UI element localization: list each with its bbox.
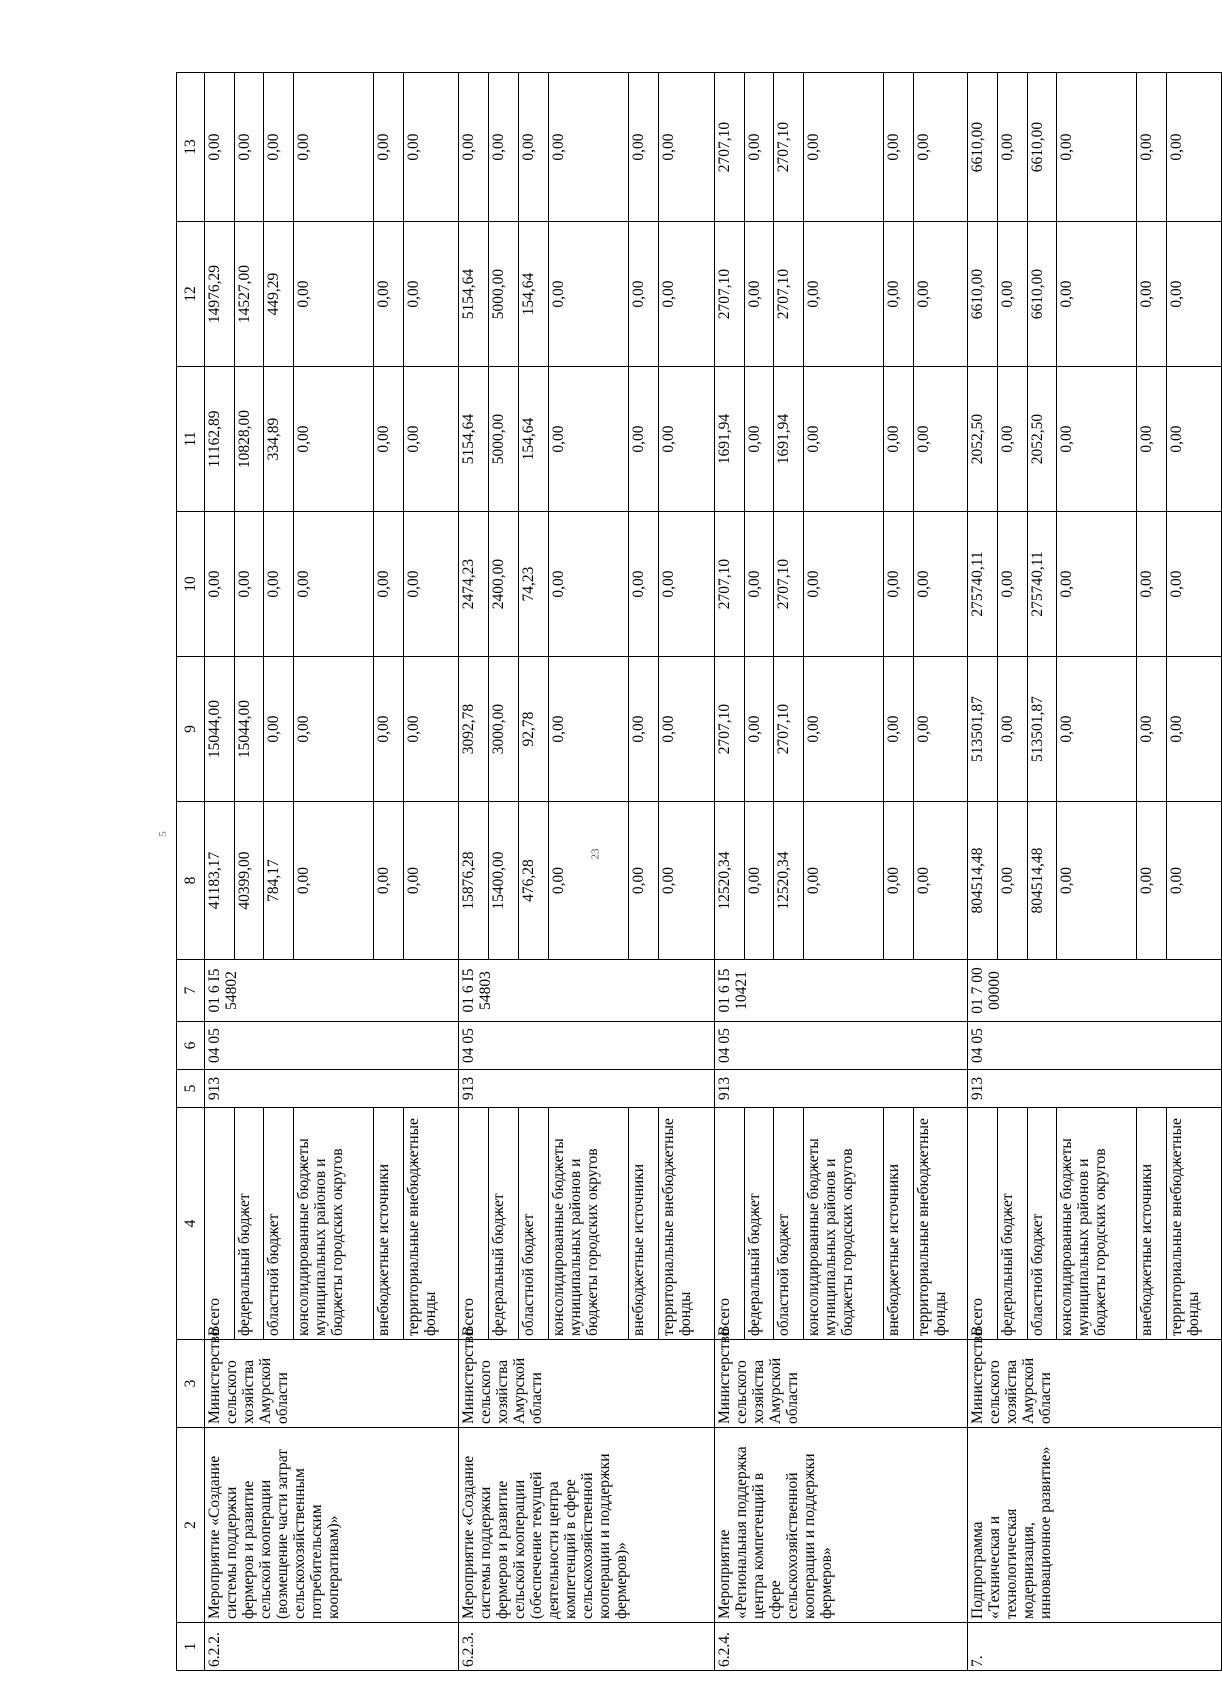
amount-cell: 2707,10 xyxy=(715,222,745,367)
grbs-code: 913 xyxy=(458,1070,714,1108)
amount-cell: 0,00 xyxy=(913,802,968,960)
amount-cell: 0,00 xyxy=(998,657,1028,802)
grbs-code: 913 xyxy=(715,1070,968,1108)
rzpr-code: 04 05 xyxy=(715,1022,968,1070)
amount-cell: 2707,10 xyxy=(715,657,745,802)
amount-cell: 0,00 xyxy=(294,802,374,960)
funding-source: областной бюджет xyxy=(518,1108,548,1340)
amount-cell: 2707,10 xyxy=(774,73,804,222)
amount-cell: 0,00 xyxy=(548,367,629,512)
amount-cell: 0,00 xyxy=(883,367,913,512)
amount-cell: 0,00 xyxy=(1167,802,1222,960)
amount-cell: 0,00 xyxy=(998,222,1028,367)
row-number: 6.2.4. xyxy=(715,1623,968,1671)
amount-cell: 0,00 xyxy=(659,512,715,657)
measure-name: Подпрограмма «Техническая и технологическая модернизация, инновационное развитие» xyxy=(968,1428,1222,1623)
amount-cell: 0,00 xyxy=(548,222,629,367)
amount-cell: 0,00 xyxy=(234,73,264,222)
csr-code: 01 6 I5 54802 xyxy=(205,960,458,1022)
amount-cell: 1691,94 xyxy=(774,367,804,512)
amount-cell: 0,00 xyxy=(744,222,774,367)
funding-source: консолидированные бюджеты муниципальных районов и бюджеты городских округов xyxy=(548,1108,629,1340)
amount-cell: 804514,48 xyxy=(968,802,998,960)
amount-cell: 0,00 xyxy=(883,657,913,802)
amount-cell: 0,00 xyxy=(744,367,774,512)
amount-cell: 6610,00 xyxy=(968,73,998,222)
amount-cell: 154,64 xyxy=(518,222,548,367)
column-header: 8 xyxy=(177,802,205,960)
column-header: 11 xyxy=(177,367,205,512)
funding-source: областной бюджет xyxy=(774,1108,804,1340)
table-row xyxy=(458,73,488,1671)
funding-source: федеральный бюджет xyxy=(234,1108,264,1340)
amount-cell: 0,00 xyxy=(294,512,374,657)
column-header: 13 xyxy=(177,73,205,222)
amount-cell: 0,00 xyxy=(803,512,883,657)
amount-cell: 0,00 xyxy=(294,222,374,367)
amount-cell: 0,00 xyxy=(403,222,458,367)
csr-code: 01 7 00 00000 xyxy=(968,960,1222,1022)
funding-source: Всего xyxy=(715,1108,745,1340)
funding-source: федеральный бюджет xyxy=(998,1108,1028,1340)
funding-source: Всего xyxy=(458,1108,488,1340)
amount-cell: 0,00 xyxy=(883,512,913,657)
amount-cell: 0,00 xyxy=(1057,222,1137,367)
funding-source: федеральный бюджет xyxy=(488,1108,518,1340)
amount-cell: 0,00 xyxy=(629,657,659,802)
amount-cell: 0,00 xyxy=(629,73,659,222)
executor: Министерство сельского хозяйства Амурской области xyxy=(205,1340,458,1428)
measure-name: Мероприятие «Создание системы поддержки фермеров и развитие сельской кооперации (обеспечение текущей деятельности центра компетенций в сфере сельскохозяйственной кооперации и поддержки фермеров)» xyxy=(458,1428,714,1623)
amount-cell: 0,00 xyxy=(1167,512,1222,657)
amount-cell: 0,00 xyxy=(403,512,458,657)
amount-cell: 0,00 xyxy=(403,73,458,222)
amount-cell: 2707,10 xyxy=(774,222,804,367)
funding-source: областной бюджет xyxy=(264,1108,294,1340)
amount-cell: 15044,00 xyxy=(234,657,264,802)
amount-cell: 0,00 xyxy=(1057,657,1137,802)
amount-cell: 3000,00 xyxy=(488,657,518,802)
row-number: 7. xyxy=(968,1623,1222,1671)
amount-cell: 0,00 xyxy=(374,73,404,222)
amount-cell: 0,00 xyxy=(659,367,715,512)
amount-cell: 0,00 xyxy=(913,657,968,802)
funding-source: внебюджетные источники xyxy=(883,1108,913,1340)
amount-cell: 0,00 xyxy=(1057,512,1137,657)
amount-cell: 0,00 xyxy=(205,73,235,222)
amount-cell: 0,00 xyxy=(1057,73,1137,222)
amount-cell: 0,00 xyxy=(998,802,1028,960)
grbs-code: 913 xyxy=(968,1070,1222,1108)
amount-cell: 0,00 xyxy=(1137,512,1167,657)
rotated-table-wrapper xyxy=(176,73,1222,1671)
amount-cell: 0,00 xyxy=(803,657,883,802)
funding-source: территориальные внебюджетные фонды xyxy=(1167,1108,1222,1340)
amount-cell: 11162,89 xyxy=(205,367,235,512)
table-row xyxy=(205,73,235,1671)
executor: Министерство сельского хозяйства Амурской области xyxy=(458,1340,714,1428)
column-header: 6 xyxy=(177,1022,205,1070)
amount-cell: 0,00 xyxy=(264,73,294,222)
column-header: 12 xyxy=(177,222,205,367)
row-number: 6.2.3. xyxy=(458,1623,714,1671)
amount-cell: 15044,00 xyxy=(205,657,235,802)
column-header: 5 xyxy=(177,1070,205,1108)
amount-cell: 334,89 xyxy=(264,367,294,512)
amount-cell: 15400,00 xyxy=(488,802,518,960)
header-row xyxy=(177,73,205,1671)
amount-cell: 0,00 xyxy=(629,802,659,960)
amount-cell: 0,00 xyxy=(1057,367,1137,512)
amount-cell: 0,00 xyxy=(1137,222,1167,367)
amount-cell: 0,00 xyxy=(803,802,883,960)
amount-cell: 2052,50 xyxy=(968,367,998,512)
rzpr-code: 04 05 xyxy=(968,1022,1222,1070)
amount-cell: 5154,64 xyxy=(458,367,488,512)
amount-cell: 2707,10 xyxy=(715,512,745,657)
amount-cell: 0,00 xyxy=(913,73,968,222)
amount-cell: 476,28 xyxy=(518,802,548,960)
funding-source: консолидированные бюджеты муниципальных районов и бюджеты городских округов xyxy=(294,1108,374,1340)
measure-name: Мероприятие «Региональная поддержка центра компетенций в сфере сельскохозяйственной кооперации и поддержки фермеров» xyxy=(715,1428,968,1623)
amount-cell: 0,00 xyxy=(374,367,404,512)
amount-cell: 92,78 xyxy=(518,657,548,802)
amount-cell: 449,29 xyxy=(264,222,294,367)
column-header: 7 xyxy=(177,960,205,1022)
amount-cell: 0,00 xyxy=(548,73,629,222)
amount-cell: 2052,50 xyxy=(1027,367,1057,512)
amount-cell: 0,00 xyxy=(1137,802,1167,960)
amount-cell: 10828,00 xyxy=(234,367,264,512)
csr-code: 01 6 I5 54803 xyxy=(458,960,714,1022)
amount-cell: 0,00 xyxy=(629,512,659,657)
csr-code: 01 6 I5 10421 xyxy=(715,960,968,1022)
funding-source: внебюджетные источники xyxy=(1137,1108,1167,1340)
amount-cell: 0,00 xyxy=(518,73,548,222)
amount-cell: 784,17 xyxy=(264,802,294,960)
amount-cell: 2707,10 xyxy=(774,512,804,657)
funding-source: внебюджетные источники xyxy=(629,1108,659,1340)
amount-cell: 0,00 xyxy=(374,222,404,367)
amount-cell: 0,00 xyxy=(1137,657,1167,802)
amount-cell: 0,00 xyxy=(744,802,774,960)
page-number: 23 xyxy=(589,848,602,860)
executor: Министерство сельского хозяйства Амурской области xyxy=(715,1340,968,1428)
rzpr-code: 04 05 xyxy=(205,1022,458,1070)
funding-source: консолидированные бюджеты муниципальных районов и бюджеты городских округов xyxy=(803,1108,883,1340)
amount-cell: 0,00 xyxy=(744,512,774,657)
column-header: 1 xyxy=(177,1623,205,1671)
amount-cell: 15876,28 xyxy=(458,802,488,960)
amount-cell: 12520,34 xyxy=(715,802,745,960)
funding-source: областной бюджет xyxy=(1027,1108,1057,1340)
amount-cell: 275740,11 xyxy=(1027,512,1057,657)
amount-cell: 6610,00 xyxy=(1027,73,1057,222)
funding-source: консолидированные бюджеты муниципальных районов и бюджеты городских округов xyxy=(1057,1108,1137,1340)
row-number: 6.2.2. xyxy=(205,1623,458,1671)
amount-cell: 0,00 xyxy=(1167,367,1222,512)
amount-cell: 0,00 xyxy=(458,73,488,222)
amount-cell: 0,00 xyxy=(205,512,235,657)
page-mark: 5 xyxy=(156,831,169,837)
amount-cell: 0,00 xyxy=(548,657,629,802)
measure-name: Мероприятие «Создание системы поддержки фермеров и развитие сельской кооперации (возмещение части затрат сельскохозяйственным потребительским кооперативам)» xyxy=(205,1428,458,1623)
rzpr-code: 04 05 xyxy=(458,1022,714,1070)
amount-cell: 0,00 xyxy=(659,222,715,367)
amount-cell: 0,00 xyxy=(264,657,294,802)
amount-cell: 0,00 xyxy=(883,222,913,367)
amount-cell: 14527,00 xyxy=(234,222,264,367)
column-header: 3 xyxy=(177,1340,205,1428)
amount-cell: 0,00 xyxy=(374,802,404,960)
amount-cell: 0,00 xyxy=(294,657,374,802)
amount-cell: 3092,78 xyxy=(458,657,488,802)
amount-cell: 5000,00 xyxy=(488,367,518,512)
table-body xyxy=(177,73,1222,1671)
amount-cell: 0,00 xyxy=(998,73,1028,222)
amount-cell: 0,00 xyxy=(403,657,458,802)
amount-cell: 74,23 xyxy=(518,512,548,657)
amount-cell: 0,00 xyxy=(294,73,374,222)
amount-cell: 0,00 xyxy=(803,222,883,367)
amount-cell: 6610,00 xyxy=(1027,222,1057,367)
amount-cell: 2707,10 xyxy=(774,657,804,802)
amount-cell: 0,00 xyxy=(744,73,774,222)
amount-cell: 0,00 xyxy=(883,802,913,960)
amount-cell: 0,00 xyxy=(1167,657,1222,802)
amount-cell: 513501,87 xyxy=(968,657,998,802)
amount-cell: 0,00 xyxy=(1057,802,1137,960)
funding-source: территориальные внебюджетные фонды xyxy=(913,1108,968,1340)
funding-source: территориальные внебюджетные фонды xyxy=(659,1108,715,1340)
amount-cell: 0,00 xyxy=(264,512,294,657)
amount-cell: 804514,48 xyxy=(1027,802,1057,960)
amount-cell: 14976,29 xyxy=(205,222,235,367)
amount-cell: 0,00 xyxy=(659,73,715,222)
funding-source: внебюджетные источники xyxy=(374,1108,404,1340)
amount-cell: 0,00 xyxy=(629,222,659,367)
amount-cell: 0,00 xyxy=(883,73,913,222)
table-row xyxy=(968,73,998,1671)
amount-cell: 0,00 xyxy=(374,512,404,657)
amount-cell: 1691,94 xyxy=(715,367,745,512)
grbs-code: 913 xyxy=(205,1070,458,1108)
amount-cell: 0,00 xyxy=(913,222,968,367)
amount-cell: 0,00 xyxy=(1137,73,1167,222)
amount-cell: 0,00 xyxy=(659,802,715,960)
amount-cell: 0,00 xyxy=(1137,367,1167,512)
amount-cell: 6610,00 xyxy=(968,222,998,367)
column-header: 2 xyxy=(177,1428,205,1623)
amount-cell: 41183,17 xyxy=(205,802,235,960)
amount-cell: 154,64 xyxy=(518,367,548,512)
amount-cell: 0,00 xyxy=(744,657,774,802)
column-header: 10 xyxy=(177,512,205,657)
amount-cell: 513501,87 xyxy=(1027,657,1057,802)
amount-cell: 0,00 xyxy=(403,802,458,960)
funding-source: Всего xyxy=(205,1108,235,1340)
amount-cell: 0,00 xyxy=(403,367,458,512)
amount-cell: 0,00 xyxy=(629,367,659,512)
amount-cell: 0,00 xyxy=(548,512,629,657)
table-row xyxy=(715,73,745,1671)
amount-cell: 5154,64 xyxy=(458,222,488,367)
amount-cell: 12520,34 xyxy=(774,802,804,960)
amount-cell: 0,00 xyxy=(659,657,715,802)
amount-cell: 2707,10 xyxy=(715,73,745,222)
executor: Министерство сельского хозяйства Амурской области xyxy=(968,1340,1222,1428)
amount-cell: 0,00 xyxy=(803,367,883,512)
amount-cell: 2400,00 xyxy=(488,512,518,657)
amount-cell: 0,00 xyxy=(548,802,629,960)
column-header: 9 xyxy=(177,657,205,802)
amount-cell: 0,00 xyxy=(998,512,1028,657)
funding-source: территориальные внебюджетные фонды xyxy=(403,1108,458,1340)
amount-cell: 0,00 xyxy=(1167,222,1222,367)
amount-cell: 0,00 xyxy=(374,657,404,802)
amount-cell: 5000,00 xyxy=(488,222,518,367)
column-header: 4 xyxy=(177,1108,205,1340)
amount-cell: 0,00 xyxy=(998,367,1028,512)
amount-cell: 2474,23 xyxy=(458,512,488,657)
amount-cell: 0,00 xyxy=(294,367,374,512)
amount-cell: 0,00 xyxy=(913,367,968,512)
amount-cell: 275740,11 xyxy=(968,512,998,657)
funding-source: Всего xyxy=(968,1108,998,1340)
funding-source: федеральный бюджет xyxy=(744,1108,774,1340)
amount-cell: 0,00 xyxy=(803,73,883,222)
budget-table xyxy=(176,72,1222,1671)
amount-cell: 0,00 xyxy=(234,512,264,657)
amount-cell: 0,00 xyxy=(913,512,968,657)
amount-cell: 40399,00 xyxy=(234,802,264,960)
amount-cell: 0,00 xyxy=(488,73,518,222)
amount-cell: 0,00 xyxy=(1167,73,1222,222)
